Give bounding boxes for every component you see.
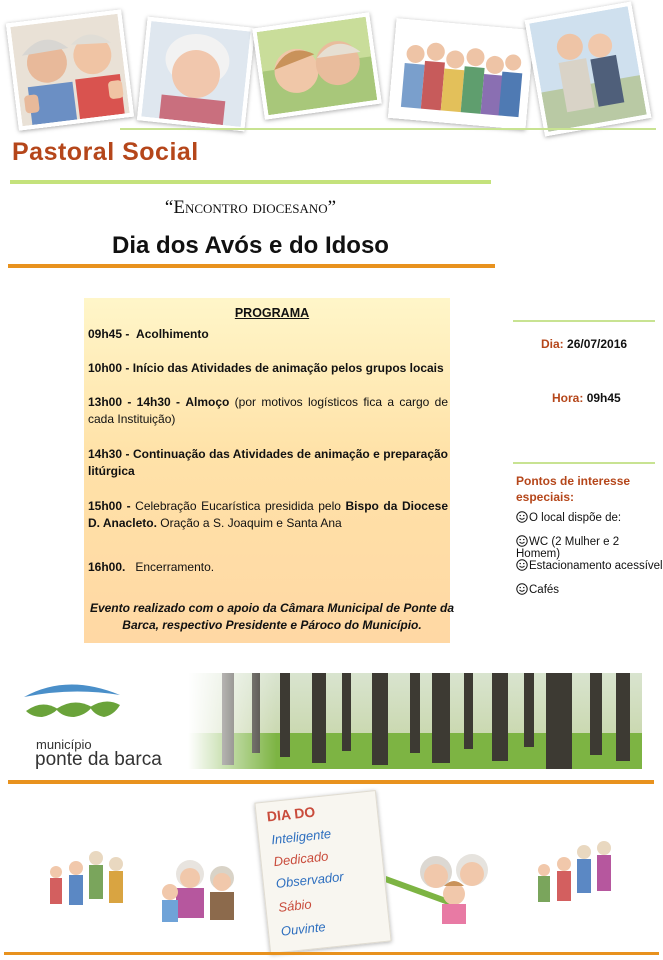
event-time [552,391,621,405]
acrostic-heading: DIA DO [266,803,316,825]
program-highlight: Almoço [185,395,230,409]
illustration-grandparents-child [150,852,250,932]
smiley-icon [516,535,528,547]
interest-text: O local dispõe de: [529,512,622,524]
event-title-underline [8,264,495,268]
event-date [541,337,627,351]
event-subtitle: “Encontro diocesano” [164,197,337,218]
top-divider [120,128,656,130]
program-time: 15h00 - [88,499,131,513]
photo-grandmother-child [252,12,382,120]
illustration-elderly-couple-child [386,836,502,926]
program-text: Acolhimento [136,327,209,341]
illustration-family-right [528,830,620,914]
program-time: 10h00 - [88,361,130,375]
program-time: 13h00 - 14h30 - [88,395,180,409]
event-title: Dia dos Avós e do Idoso [112,232,389,259]
program-item [88,394,448,428]
program-text: Oração a S. Joaquim e Santa Ana [160,516,342,530]
program-text: Encerramento. [135,560,215,574]
interest-title: Pontos de interesse especiais: [516,474,631,504]
interest-item [516,559,663,572]
interest-item [516,535,663,560]
time-label: Hora: [552,391,584,405]
program-text: Celebração Eucarística presidida pelo [135,499,341,513]
acrostic-line: Dedicado [272,848,330,870]
photo-dancing-couple [525,2,652,137]
smiley-icon [516,559,528,571]
interest-item [516,511,621,524]
side-divider-bottom [513,462,655,464]
support-note: Evento realizado com o apoio da Câmara Municipal de Ponte da Barca, respectivo Presidente e Pároco do Município. [89,601,455,632]
photo-grandparents-thumbs-up [6,9,134,130]
title-underline [10,180,491,184]
program-text: (por motivos logísticos fica a cargo de cada Instituição) [88,395,448,426]
acrostic-line: Observador [275,868,345,891]
program-text: Início das Atividades de animação pelos grupos locais [132,361,444,375]
interest-text: WC (2 Mulher e 2 Homem) [516,536,620,560]
program-highlight: Bispo da Diocese D. Anacleto. [88,499,448,530]
acrostic-line: Inteligente [270,825,332,848]
date-label: Dia: [541,337,564,351]
acrostic-line: Ouvinte [280,919,327,939]
program-item [88,360,448,377]
logo-line-ponte-da-barca: ponte da barca [35,749,162,770]
photo-elderly-woman [137,17,255,132]
acrostic-card [254,790,391,954]
program-item [88,498,448,532]
program-time: 16h00. [88,560,126,574]
interest-text: Cafés [529,584,560,596]
side-divider-top [513,320,655,322]
program-item [88,559,448,576]
interest-item [516,583,559,596]
program-text: Continuação das Atividades de animação e preparação litúrgica [88,447,449,478]
program-item [88,326,448,343]
illustration-family-left [42,840,132,918]
photo-seniors-group [388,18,534,130]
smiley-icon [516,511,528,523]
program-time: 09h45 - [88,327,130,341]
banner-divider [8,780,654,784]
date-value: 26/07/2016 [567,337,628,351]
program-box [84,298,455,643]
acrostic-line: Sábio [277,896,313,915]
program-item [88,446,448,480]
footer-divider [4,952,659,955]
program-heading: PROGRAMA [234,306,310,320]
interest-text: Estacionamento acessível [529,560,663,572]
logo-line-municipio: município [36,737,92,752]
page-title: Pastoral Social [12,138,199,166]
time-value: 09h45 [586,391,621,405]
program-time: 14h30 - [88,447,130,461]
smiley-icon [516,583,528,595]
